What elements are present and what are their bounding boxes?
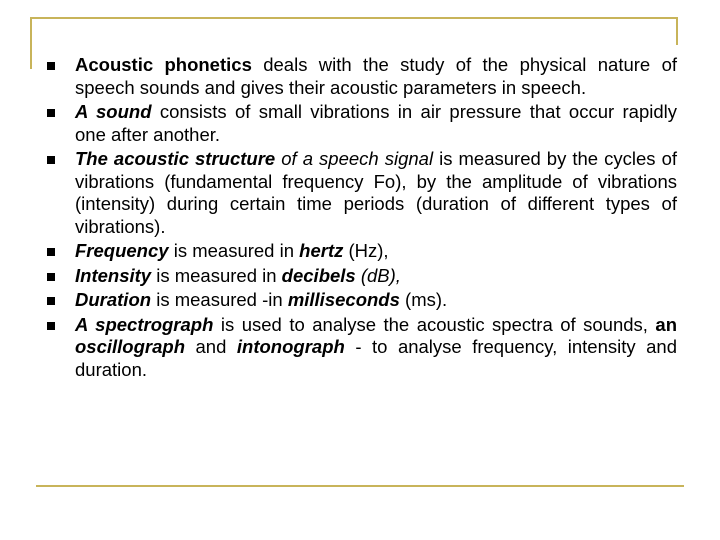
- list-item: [47, 289, 677, 312]
- term: A sound: [75, 101, 152, 122]
- text-run: (dB),: [355, 264, 401, 286]
- list-item: [47, 265, 677, 288]
- list-item: [47, 314, 677, 382]
- text-run: - to analyse frequency, intensity and duration.: [75, 336, 677, 380]
- square-bullet-icon: [47, 109, 55, 117]
- text-run: is measured -in: [151, 289, 288, 310]
- text-run: is measured in: [151, 264, 282, 286]
- square-bullet-icon: [47, 322, 55, 330]
- text-run: is used to analyse the acoustic spectra of sounds,: [213, 313, 656, 335]
- text-run: of a speech signal: [275, 148, 434, 169]
- term: A spectrograph: [75, 313, 214, 335]
- term: The acoustic structure: [75, 148, 276, 169]
- text-run: and: [185, 336, 237, 357]
- term: oscillograph: [75, 336, 185, 357]
- text-run: (ms).: [399, 289, 448, 310]
- text-run: is measured by the cycles of vibrations (fundamental frequency Fo), by the amplitude of vibrations (intensity) during certain time periods (duration of different types of vibrations).: [75, 148, 677, 237]
- list-item: [47, 101, 677, 146]
- square-bullet-icon: [47, 62, 55, 70]
- term: Acoustic phonetics: [75, 54, 252, 75]
- term: hertz: [299, 240, 344, 261]
- text-run: deals with the study of the physical nature of speech sounds and gives their acoustic parameters in speech.: [75, 54, 678, 98]
- frame-bottom-line: [36, 485, 684, 487]
- square-bullet-icon: [47, 248, 55, 256]
- term: milliseconds: [287, 289, 400, 310]
- list-item: [47, 54, 677, 99]
- text-run: (Hz),: [343, 240, 389, 261]
- frame-left-line: [30, 17, 32, 69]
- list-item: [47, 240, 677, 263]
- text-run: consists of small vibrations in air pressure that occur rapidly one after another.: [75, 101, 678, 145]
- term: decibels: [281, 264, 356, 286]
- square-bullet-icon: [47, 273, 55, 281]
- frame-top-line: [30, 17, 678, 19]
- text-run: is measured in: [168, 240, 300, 261]
- text-run: an: [655, 313, 678, 335]
- square-bullet-icon: [47, 297, 55, 305]
- bullet-list: [47, 54, 677, 383]
- term: Duration: [75, 289, 152, 310]
- square-bullet-icon: [47, 156, 55, 164]
- list-item: [47, 148, 677, 238]
- term: Intensity: [75, 264, 152, 286]
- term: intonograph: [236, 336, 345, 357]
- frame-right-line: [676, 17, 678, 45]
- term: Frequency: [75, 240, 169, 261]
